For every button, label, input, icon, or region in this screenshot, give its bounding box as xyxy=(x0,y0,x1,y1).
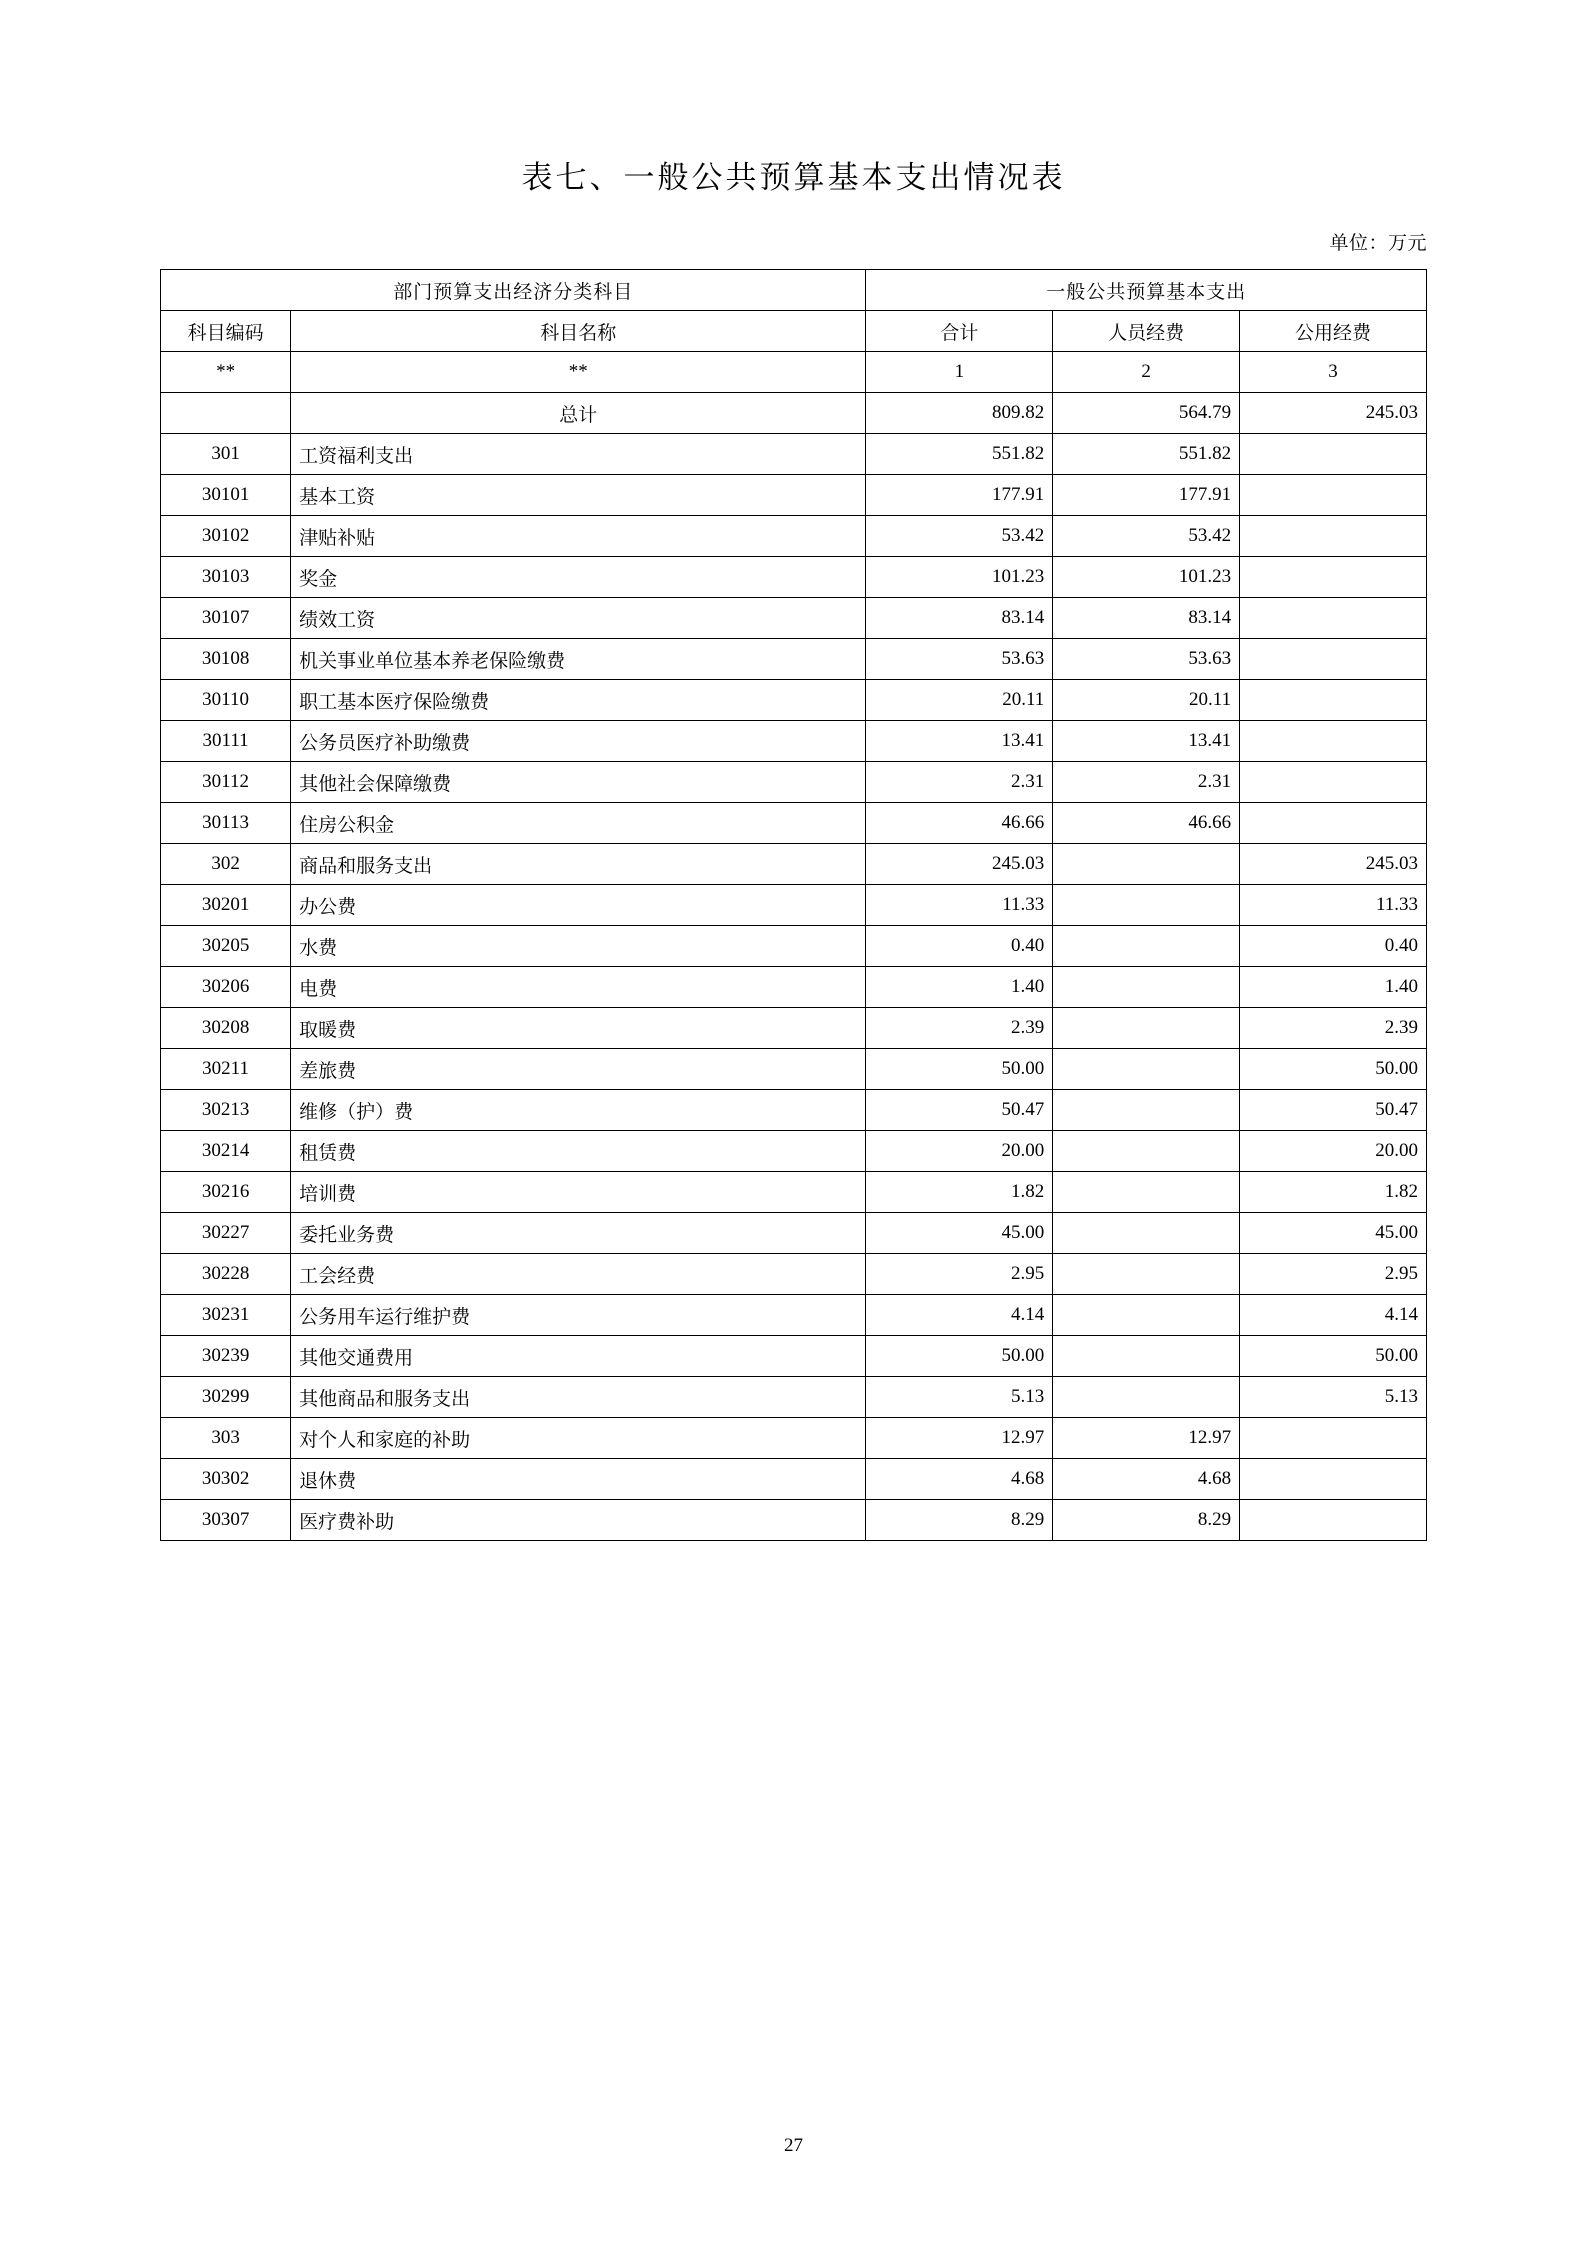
cell-name: 津贴补贴 xyxy=(291,516,866,557)
cell-personnel xyxy=(1053,967,1240,1008)
cell-name: 住房公积金 xyxy=(291,803,866,844)
table-row xyxy=(161,926,1427,967)
cell-total: 2.31 xyxy=(866,762,1053,803)
cell-name: 奖金 xyxy=(291,557,866,598)
cell-code: 30228 xyxy=(161,1254,291,1295)
cell-name: 对个人和家庭的补助 xyxy=(291,1418,866,1459)
cell-name: 电费 xyxy=(291,967,866,1008)
cell-total: 8.29 xyxy=(866,1500,1053,1541)
table-row xyxy=(161,1418,1427,1459)
table-row xyxy=(161,434,1427,475)
cell-name: 公务员医疗补助缴费 xyxy=(291,721,866,762)
cell-code xyxy=(161,393,291,434)
cell-name: 工资福利支出 xyxy=(291,434,866,475)
cell-code: 30307 xyxy=(161,1500,291,1541)
cell-public: 1.40 xyxy=(1240,967,1427,1008)
cell-public xyxy=(1240,434,1427,475)
cell-public xyxy=(1240,639,1427,680)
cell-name: 水费 xyxy=(291,926,866,967)
cell-code: 30231 xyxy=(161,1295,291,1336)
cell-name: 维修（护）费 xyxy=(291,1090,866,1131)
table-row xyxy=(161,721,1427,762)
cell-code: 30107 xyxy=(161,598,291,639)
cell-code: 30211 xyxy=(161,1049,291,1090)
table-row xyxy=(161,967,1427,1008)
table-row xyxy=(161,1008,1427,1049)
cell-personnel: 564.79 xyxy=(1053,393,1240,434)
cell-total: 1.82 xyxy=(866,1172,1053,1213)
cell-total: 53.42 xyxy=(866,516,1053,557)
cell-total: 83.14 xyxy=(866,598,1053,639)
cell-public: 2.39 xyxy=(1240,1008,1427,1049)
table-row xyxy=(161,1254,1427,1295)
cell-personnel: 177.91 xyxy=(1053,475,1240,516)
cell-total: 20.11 xyxy=(866,680,1053,721)
cell-name: 医疗费补助 xyxy=(291,1500,866,1541)
cell-name: 培训费 xyxy=(291,1172,866,1213)
cell-code: 302 xyxy=(161,844,291,885)
table-row xyxy=(161,557,1427,598)
table-column-header-row xyxy=(161,311,1427,352)
cell-code: 30239 xyxy=(161,1336,291,1377)
cell-code: 30112 xyxy=(161,762,291,803)
table-row xyxy=(161,1295,1427,1336)
column-header-name: 科目名称 xyxy=(291,311,866,352)
cell-total: 809.82 xyxy=(866,393,1053,434)
table-row xyxy=(161,1131,1427,1172)
table-row xyxy=(161,844,1427,885)
cell-total: 50.00 xyxy=(866,1049,1053,1090)
cell-code: 30108 xyxy=(161,639,291,680)
budget-table xyxy=(160,269,1427,1541)
cell-personnel: 20.11 xyxy=(1053,680,1240,721)
cell-public: 11.33 xyxy=(1240,885,1427,926)
cell-public xyxy=(1240,721,1427,762)
cell-code: 30111 xyxy=(161,721,291,762)
column-header-public: 公用经费 xyxy=(1240,311,1427,352)
cell-code: 30206 xyxy=(161,967,291,1008)
cell-public xyxy=(1240,516,1427,557)
table-group-header-row xyxy=(161,270,1427,311)
cell-code: 30214 xyxy=(161,1131,291,1172)
table-row xyxy=(161,680,1427,721)
cell-total: 11.33 xyxy=(866,885,1053,926)
cell-total: 13.41 xyxy=(866,721,1053,762)
cell-name: 机关事业单位基本养老保险缴费 xyxy=(291,639,866,680)
cell-code: 30208 xyxy=(161,1008,291,1049)
cell-name: 基本工资 xyxy=(291,475,866,516)
cell-total: 45.00 xyxy=(866,1213,1053,1254)
column-number-code: ** xyxy=(161,352,291,393)
table-row xyxy=(161,762,1427,803)
cell-code: 303 xyxy=(161,1418,291,1459)
cell-total: 101.23 xyxy=(866,557,1053,598)
cell-public: 1.82 xyxy=(1240,1172,1427,1213)
cell-name: 退休费 xyxy=(291,1459,866,1500)
table-row xyxy=(161,803,1427,844)
cell-public: 4.14 xyxy=(1240,1295,1427,1336)
table-row xyxy=(161,1459,1427,1500)
cell-personnel xyxy=(1053,1336,1240,1377)
cell-name: 公务用车运行维护费 xyxy=(291,1295,866,1336)
cell-total: 2.39 xyxy=(866,1008,1053,1049)
page-title: 表七、一般公共预算基本支出情况表 xyxy=(521,160,1066,195)
cell-personnel: 53.42 xyxy=(1053,516,1240,557)
table-row xyxy=(161,1049,1427,1090)
table-row xyxy=(161,1377,1427,1418)
table-row xyxy=(161,1500,1427,1541)
cell-personnel xyxy=(1053,1008,1240,1049)
cell-personnel xyxy=(1053,1131,1240,1172)
cell-code: 30103 xyxy=(161,557,291,598)
cell-code: 30102 xyxy=(161,516,291,557)
cell-personnel xyxy=(1053,1049,1240,1090)
cell-total: 245.03 xyxy=(866,844,1053,885)
cell-public: 50.00 xyxy=(1240,1336,1427,1377)
cell-public: 245.03 xyxy=(1240,393,1427,434)
cell-public xyxy=(1240,598,1427,639)
column-header-personnel: 人员经费 xyxy=(1053,311,1240,352)
table-row xyxy=(161,393,1427,434)
cell-public: 2.95 xyxy=(1240,1254,1427,1295)
cell-total: 2.95 xyxy=(866,1254,1053,1295)
cell-personnel: 4.68 xyxy=(1053,1459,1240,1500)
cell-total: 46.66 xyxy=(866,803,1053,844)
cell-total: 177.91 xyxy=(866,475,1053,516)
cell-name: 商品和服务支出 xyxy=(291,844,866,885)
cell-public xyxy=(1240,1459,1427,1500)
cell-total: 551.82 xyxy=(866,434,1053,475)
cell-code: 301 xyxy=(161,434,291,475)
cell-code: 30110 xyxy=(161,680,291,721)
cell-personnel xyxy=(1053,1213,1240,1254)
cell-code: 30113 xyxy=(161,803,291,844)
cell-personnel xyxy=(1053,1254,1240,1295)
table-row xyxy=(161,1090,1427,1131)
table-column-number-row xyxy=(161,352,1427,393)
column-number-public: 3 xyxy=(1240,352,1427,393)
cell-total: 4.68 xyxy=(866,1459,1053,1500)
cell-name: 办公费 xyxy=(291,885,866,926)
cell-personnel: 83.14 xyxy=(1053,598,1240,639)
cell-personnel: 46.66 xyxy=(1053,803,1240,844)
cell-personnel xyxy=(1053,926,1240,967)
cell-total: 4.14 xyxy=(866,1295,1053,1336)
cell-total: 53.63 xyxy=(866,639,1053,680)
cell-name: 其他商品和服务支出 xyxy=(291,1377,866,1418)
cell-total: 0.40 xyxy=(866,926,1053,967)
cell-code: 30201 xyxy=(161,885,291,926)
table-row xyxy=(161,475,1427,516)
cell-public: 50.00 xyxy=(1240,1049,1427,1090)
cell-total: 5.13 xyxy=(866,1377,1053,1418)
cell-personnel xyxy=(1053,1172,1240,1213)
cell-personnel xyxy=(1053,1377,1240,1418)
group-header-left: 部门预算支出经济分类科目 xyxy=(161,270,866,311)
cell-name: 工会经费 xyxy=(291,1254,866,1295)
column-number-total: 1 xyxy=(866,352,1053,393)
cell-personnel xyxy=(1053,1090,1240,1131)
column-number-name: ** xyxy=(291,352,866,393)
cell-personnel: 551.82 xyxy=(1053,434,1240,475)
cell-total: 50.00 xyxy=(866,1336,1053,1377)
table-body xyxy=(161,393,1427,1541)
column-header-code: 科目编码 xyxy=(161,311,291,352)
cell-code: 30205 xyxy=(161,926,291,967)
cell-name: 差旅费 xyxy=(291,1049,866,1090)
table-head xyxy=(161,270,1427,393)
cell-name: 取暖费 xyxy=(291,1008,866,1049)
column-number-personnel: 2 xyxy=(1053,352,1240,393)
page-number: 27 xyxy=(784,2135,803,2156)
cell-personnel: 101.23 xyxy=(1053,557,1240,598)
cell-personnel: 13.41 xyxy=(1053,721,1240,762)
cell-public: 45.00 xyxy=(1240,1213,1427,1254)
cell-personnel xyxy=(1053,885,1240,926)
cell-personnel: 53.63 xyxy=(1053,639,1240,680)
cell-total: 1.40 xyxy=(866,967,1053,1008)
cell-public: 20.00 xyxy=(1240,1131,1427,1172)
cell-public: 245.03 xyxy=(1240,844,1427,885)
cell-personnel xyxy=(1053,844,1240,885)
cell-public xyxy=(1240,762,1427,803)
group-header-right: 一般公共预算基本支出 xyxy=(866,270,1427,311)
cell-public xyxy=(1240,1500,1427,1541)
cell-code: 30216 xyxy=(161,1172,291,1213)
cell-public xyxy=(1240,803,1427,844)
cell-public: 5.13 xyxy=(1240,1377,1427,1418)
cell-code: 30213 xyxy=(161,1090,291,1131)
cell-total: 12.97 xyxy=(866,1418,1053,1459)
cell-total: 20.00 xyxy=(866,1131,1053,1172)
cell-personnel: 2.31 xyxy=(1053,762,1240,803)
unit-note: 单位：万元 xyxy=(1329,233,1427,255)
cell-public xyxy=(1240,557,1427,598)
table-row xyxy=(161,639,1427,680)
cell-code: 30302 xyxy=(161,1459,291,1500)
cell-total: 50.47 xyxy=(866,1090,1053,1131)
cell-name: 绩效工资 xyxy=(291,598,866,639)
budget-table-container xyxy=(0,255,1587,1541)
cell-name: 租赁费 xyxy=(291,1131,866,1172)
cell-personnel: 12.97 xyxy=(1053,1418,1240,1459)
cell-name: 总计 xyxy=(291,393,866,434)
table-row xyxy=(161,516,1427,557)
cell-public: 0.40 xyxy=(1240,926,1427,967)
cell-name: 职工基本医疗保险缴费 xyxy=(291,680,866,721)
cell-name: 委托业务费 xyxy=(291,1213,866,1254)
cell-personnel: 8.29 xyxy=(1053,1500,1240,1541)
table-row xyxy=(161,1213,1427,1254)
table-row xyxy=(161,1172,1427,1213)
cell-code: 30101 xyxy=(161,475,291,516)
cell-public xyxy=(1240,475,1427,516)
cell-public xyxy=(1240,1418,1427,1459)
cell-name: 其他交通费用 xyxy=(291,1336,866,1377)
cell-public: 50.47 xyxy=(1240,1090,1427,1131)
table-row xyxy=(161,598,1427,639)
cell-code: 30299 xyxy=(161,1377,291,1418)
cell-personnel xyxy=(1053,1295,1240,1336)
cell-code: 30227 xyxy=(161,1213,291,1254)
cell-name: 其他社会保障缴费 xyxy=(291,762,866,803)
table-row xyxy=(161,1336,1427,1377)
cell-public xyxy=(1240,680,1427,721)
column-header-total: 合计 xyxy=(866,311,1053,352)
table-row xyxy=(161,885,1427,926)
